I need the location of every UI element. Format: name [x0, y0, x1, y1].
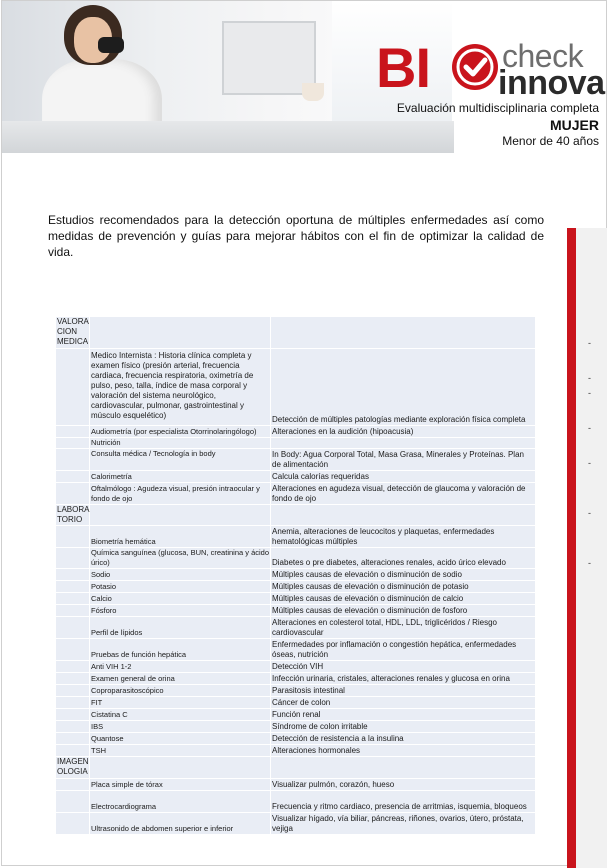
table-cell: [56, 593, 90, 605]
study-cell: Consulta médica / Tecnología in body: [90, 449, 271, 471]
purpose-cell: Múltiples causas de elevación o disminución de fosforo: [271, 605, 536, 617]
side-mark: -: [588, 388, 591, 398]
study-cell: Cistatina C: [90, 709, 271, 721]
purpose-cell: Detección de múltiples patologías mediante exploración física completa: [271, 349, 536, 426]
hero-desk: [2, 121, 454, 153]
table-cell: [56, 661, 90, 673]
side-mark: -: [588, 508, 591, 518]
purpose-cell: Parasitosis intestinal: [271, 685, 536, 697]
gender-label: MUJER: [549, 117, 599, 133]
table-cell: [56, 791, 90, 813]
study-cell: Química sanguínea (glucosa, BUN, creatinina y ácido úrico): [91, 548, 270, 567]
purpose-cell: Frecuencia y ritmo cardiaco, presencia de arritmias, isquemia, bloqueos: [271, 791, 536, 813]
study-cell: Fósforo: [90, 605, 271, 617]
age-group-label: Menor de 40 años: [502, 134, 599, 148]
study-cell: Perfil de lípidos: [90, 617, 271, 639]
study-cell: Calorimetría: [90, 471, 271, 483]
purpose-cell: Múltiples causas de elevación o disminución de potasio: [271, 581, 536, 593]
phone-icon: [98, 37, 124, 53]
purpose-cell: Detección VIH: [271, 661, 536, 673]
study-cell: Potasio: [90, 581, 271, 593]
purpose-cell: Alteraciones en agudeza visual, detección de glaucoma y valoración de fondo de ojo: [271, 483, 536, 505]
table-cell: [271, 317, 536, 349]
table-cell: [56, 709, 90, 721]
table-cell: [56, 426, 90, 438]
purpose-cell: Calcula calorías requeridas: [271, 471, 536, 483]
table-cell: [56, 685, 90, 697]
table-cell: [56, 605, 90, 617]
purpose-cell: Alteraciones en la audición (hipoacusia): [271, 426, 536, 438]
table-cell: [56, 639, 90, 661]
study-cell: Electrocardiograma: [90, 791, 271, 813]
purpose-cell: Función renal: [271, 709, 536, 721]
purpose-cell: Múltiples causas de elevación o disminución de calcio: [271, 593, 536, 605]
side-panel: [576, 228, 607, 868]
study-cell: Oftalmólogo : Agudeza visual, presión intraocular y fondo de ojo: [90, 483, 271, 505]
purpose-cell: Múltiples causas de elevación o disminución de sodio: [271, 569, 536, 581]
table-cell: [271, 757, 536, 779]
hero-cup: [302, 83, 324, 101]
study-cell: Ultrasonido de abdomen superior e inferior: [90, 813, 271, 835]
purpose-cell: Alteraciones en colesterol total, HDL, LDL, triglicéridos / Riesgo cardiovascular: [271, 617, 536, 639]
purpose-cell: Síndrome de colon irritable: [271, 721, 536, 733]
table-cell: [56, 569, 90, 581]
study-cell: TSH: [90, 745, 271, 757]
purpose-cell: Visualizar hígado, vía biliar, páncreas, riñones, ovarios, útero, próstata, vejiga: [271, 813, 536, 835]
accent-bar: [567, 228, 576, 868]
brand-logo-bi: BI: [376, 36, 430, 99]
side-mark: -: [588, 458, 591, 468]
study-cell: FIT: [90, 697, 271, 709]
section-label: VALORA CION MEDICA: [56, 317, 90, 349]
side-mark: -: [588, 338, 591, 348]
table-cell: [56, 673, 90, 685]
brand-logo: [376, 36, 605, 102]
study-cell: Biometría hemática: [90, 526, 271, 548]
side-mark: -: [588, 558, 591, 568]
studies-table: [55, 316, 536, 835]
table-cell: [56, 779, 90, 791]
purpose-cell: Detección de resistencia a la insulina: [271, 733, 536, 745]
study-cell: Quantose: [90, 733, 271, 745]
study-cell: Calcio: [90, 593, 271, 605]
study-cell: IBS: [90, 721, 271, 733]
table-cell: [56, 548, 90, 569]
purpose-cell: Anemia, alteraciones de leucocitos y plaquetas, enfermedades hematológicas múltiples: [271, 526, 536, 548]
table-cell: [56, 581, 90, 593]
purpose-cell: Cáncer de colon: [271, 697, 536, 709]
table-cell: [90, 505, 271, 526]
brand-logo-check: check: [502, 38, 584, 74]
table-cell: [56, 349, 90, 426]
table-cell: [56, 438, 90, 449]
table-cell: [56, 733, 90, 745]
brand-logo-innova: innova: [498, 64, 605, 102]
study-cell: Anti VIH 1-2: [90, 661, 271, 673]
purpose-cell: In Body: Agua Corporal Total, Masa Grasa, Minerales y Proteínas. Plan de alimentación: [271, 449, 536, 471]
purpose-cell: Visualizar pulmón, corazón, hueso: [271, 779, 536, 791]
section-label: LABORA TORIO: [57, 505, 90, 524]
study-cell: Coproparasitoscópico: [90, 685, 271, 697]
table-cell: [56, 721, 90, 733]
study-cell: Nutrición: [90, 438, 271, 449]
intro-paragraph: Estudios recomendados para la detección oportuna de múltiples enfermedades así como medidas de prevención y guías para mejorar hábitos con el fin de optimizar la calidad de vida.: [48, 213, 544, 259]
section-label: IMAGEN OLOGIA: [56, 757, 90, 779]
checkmark-icon: [452, 44, 498, 90]
table-cell: [56, 813, 90, 835]
table-cell: [56, 697, 90, 709]
study-cell: Sodio: [90, 569, 271, 581]
purpose-cell: Alteraciones hormonales: [271, 745, 536, 757]
table-cell: [90, 757, 271, 779]
study-cell: Pruebas de función hepática: [90, 639, 271, 661]
side-mark: -: [588, 373, 591, 383]
study-cell: Medico Internista : Historia clínica completa y examen físico (presión arterial, frecuencia cardiaca, frecuencia respiratoria, oximetría de pulso, peso, talla, índice de masa corporal y valoración del sistema neurológico, cardiovascular, pulmonar, gastrointestinal y músculo esquelético): [90, 349, 271, 426]
table-cell: [271, 505, 536, 526]
table-cell: [90, 317, 271, 349]
study-cell: Audiometría (por especialista Otorrinolaringólogo): [90, 426, 271, 438]
table-cell: [56, 449, 90, 471]
study-cell: Placa simple de tórax: [90, 779, 271, 791]
study-cell: Examen general de orina: [90, 673, 271, 685]
table-cell: [56, 745, 90, 757]
side-mark: -: [588, 423, 591, 433]
purpose-cell: [271, 438, 536, 449]
table-cell: [56, 617, 90, 639]
table-cell: [56, 483, 90, 505]
table-cell: [56, 471, 90, 483]
purpose-cell: Diabetes o pre diabetes, alteraciones renales, acido úrico elevado: [271, 548, 536, 569]
purpose-cell: Enfermedades por inflamación o congestión hepática, enfermedades óseas, nutrición: [271, 639, 536, 661]
purpose-cell: Infección urinaria, cristales, alteraciones renales y glucosa en orina: [271, 673, 536, 685]
page-subtitle: Evaluación multidisciplinaria completa: [396, 101, 599, 115]
table-cell: [56, 526, 90, 548]
